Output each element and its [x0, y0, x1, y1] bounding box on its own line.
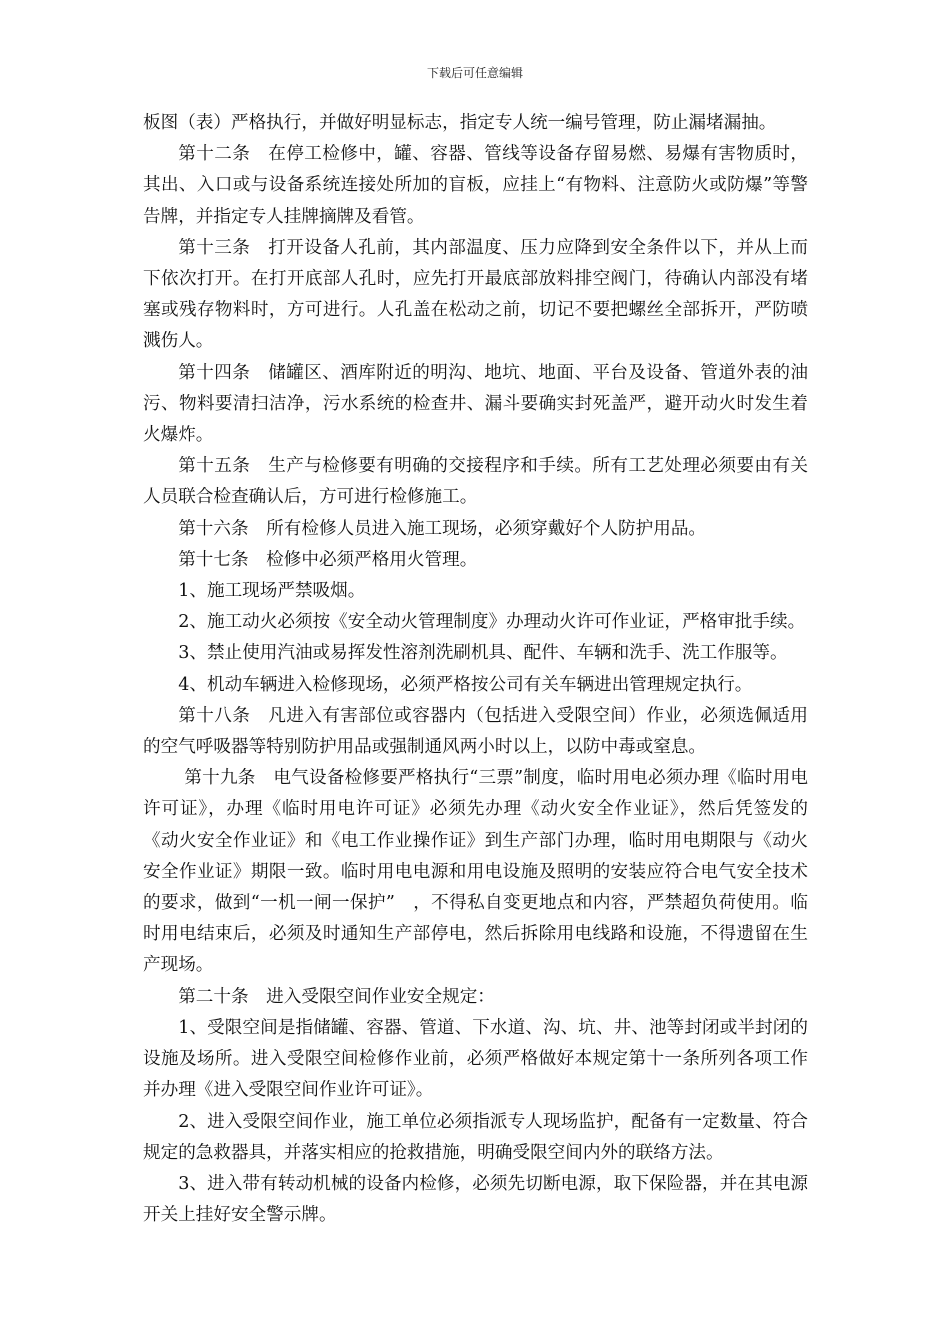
list-item: 1、受限空间是指储罐、容器、管道、下水道、沟、坑、井、池等封闭或半封闭的设施及场所。进入受限空间检修作业前，必须严格做好本规定第十一条所列各项工作并办理《进入受限空间作业许可证》。: [143, 1017, 808, 1101]
paragraph: 第十四条 储罐区、酒库附近的明沟、地坑、地面、平台及设备、管道外表的油污、物料要清扫洁净，污水系统的检查井、漏斗要确实封死盖严，避开动火时发生着火爆炸。: [143, 362, 808, 446]
paragraph: 第二十条 进入受限空间作业安全规定：: [178, 986, 495, 1007]
list-item: 3、禁止使用汽油或易挥发性溶剂洗刷机具、配件、车辆和洗手、洗工作服等。: [178, 643, 788, 664]
document-body: [143, 108, 808, 1231]
paragraph: 第十二条 在停工检修中，罐、容器、管线等设备存留易燃、易爆有害物质时，其出、入口或与设备系统连接处所加的盲板，应挂上“有物料、注意防火或防爆”等警告牌，并指定专人挂牌摘牌及看管。: [143, 144, 808, 227]
list-item: 1、施工现场严禁吸烟。: [178, 581, 366, 602]
paragraph: 板图（表）严格执行，并做好明显标志，指定专人统一编号管理，防止漏堵漏抽。: [143, 113, 777, 133]
paragraph: 第十三条 打开设备人孔前，其内部温度、压力应降到安全条件以下，并从上而下依次打开。在打开底部人孔时，应先打开最底部放料排空阀门，待确认内部没有堵塞或残存物料时，方可进行。人孔盖在松动之前，切记不要把螺丝全部拆开，严防喷溅伤人。: [143, 237, 808, 352]
paragraph: 第十六条 所有检修人员进入施工现场，必须穿戴好个人防护用品。: [178, 518, 707, 539]
list-item: 2、进入受限空间作业，施工单位必须指派专人现场监护，配备有一定数量、符合规定的急救器具，并落实相应的抢救措施，明确受限空间内外的联络方法。: [143, 1111, 808, 1163]
paragraph: 第十七条 检修中必须严格用火管理。: [178, 549, 478, 570]
paragraph: 第十八条 凡进入有害部位或容器内（包括进入受限空间）作业，必须选佩适用的空气呼吸器等特别防护用品或强制通风两小时以上，以防中毒或窒息。: [143, 705, 808, 758]
page-header: 下载后可任意编辑: [426, 66, 523, 80]
paragraph: 第十九条 电气设备检修要严格执行“三票”制度，临时用电必须办理《临时用电许可证》，办理《临时用电许可证》必须先办理《动火安全作业证》，然后凭签发的《动火安全作业证》和《电工作业操作证》到生产部门办理，临时用电期限与《动火安全作业证》期限一致。临时用电电源和用电设施及照明的安装应符合电气安全技术的要求，做到“一机一闸一保护” ，不得私自变更地点和内容，严禁超负荷使用。临时用电结束后，必须及时通知生产部停电，然后拆除用电线路和设施，不得遗留在生产现场。: [143, 768, 808, 976]
list-item: 2、施工动火必须按《安全动火管理制度》办理动火许可作业证，严格审批手续。: [178, 612, 806, 633]
list-item: 4、机动车辆进入检修现场，必须严格按公司有关车辆进出管理规定执行。: [178, 674, 753, 695]
list-item: 3、进入带有转动机械的设备内检修，必须先切断电源，取下保险器，并在其电源开关上挂好安全警示牌。: [143, 1173, 808, 1226]
paragraph: 第十五条 生产与检修要有明确的交接程序和手续。所有工艺处理必须要由有关人员联合检查确认后，方可进行检修施工。: [143, 456, 808, 508]
